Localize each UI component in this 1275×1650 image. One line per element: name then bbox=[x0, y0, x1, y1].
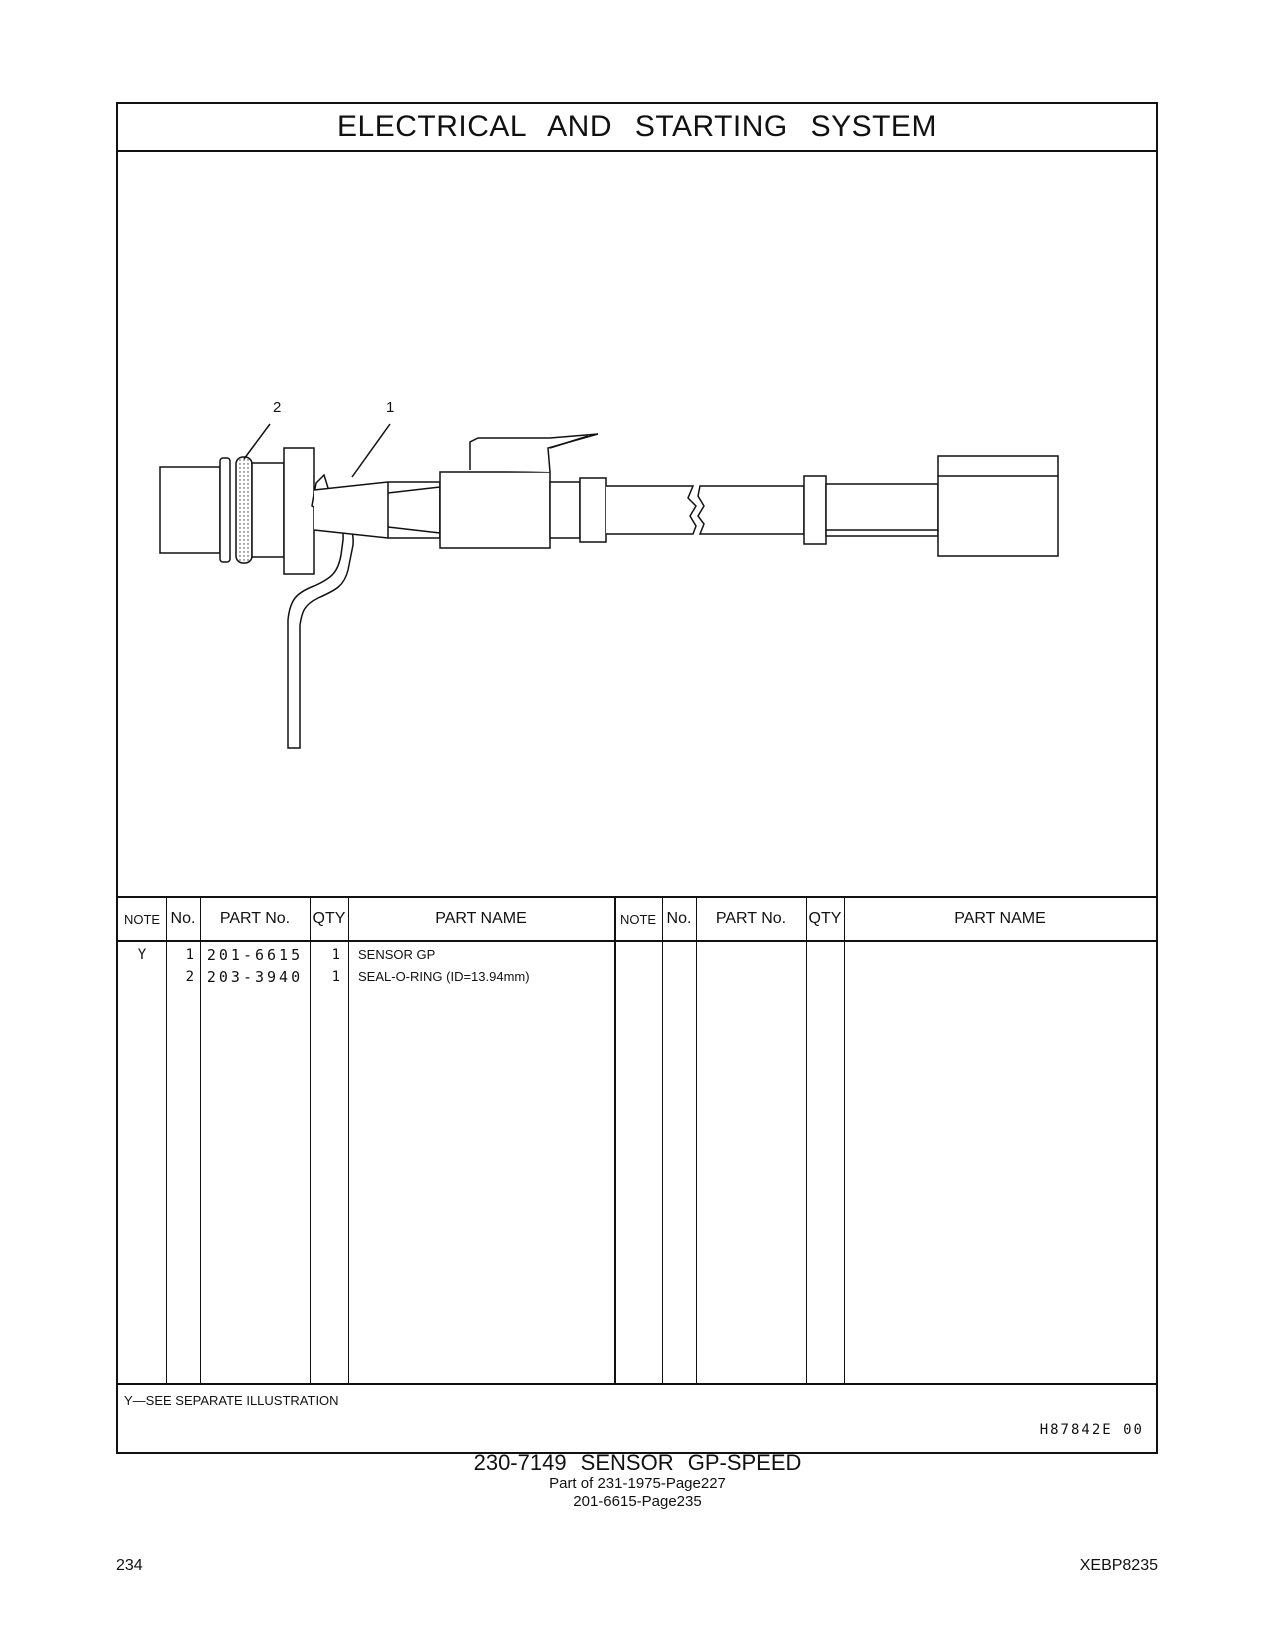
parts-illustration bbox=[118, 150, 1156, 896]
assembly-reference-1: Part of 231-1975-Page227 bbox=[549, 1475, 726, 1492]
table-row bbox=[118, 966, 1156, 988]
row-quantity: 1 bbox=[331, 947, 340, 963]
header-part-name: PART NAME bbox=[435, 910, 527, 927]
header-part-no: PART No. bbox=[219, 910, 291, 927]
section-title: ELECTRICAL AND STARTING SYSTEM bbox=[118, 104, 1156, 152]
row-part-name: SEAL-O-RING (ID=13.94mm) bbox=[358, 969, 530, 984]
header-no-right: No. bbox=[666, 910, 692, 927]
page-number: 234 bbox=[116, 1557, 143, 1574]
callout-1: 1 bbox=[386, 399, 395, 416]
parts-table-body bbox=[118, 942, 1156, 1383]
header-note: NOTE bbox=[123, 911, 161, 927]
row-note bbox=[118, 966, 166, 988]
row-quantity: 1 bbox=[331, 969, 340, 985]
assembly-reference-2: 201-6615-Page235 bbox=[573, 1493, 702, 1510]
row-part-number: 201-6615 bbox=[206, 946, 304, 964]
end-connector-shape bbox=[938, 456, 1058, 556]
callout-2: 2 bbox=[273, 399, 282, 416]
flange-shape bbox=[284, 448, 314, 574]
row-part-number: 203-3940 bbox=[206, 968, 304, 986]
parts-page-frame bbox=[116, 102, 1158, 1454]
illustration-code: H87842E 00 bbox=[1039, 1422, 1144, 1438]
header-part-name-right: PART NAME bbox=[954, 910, 1046, 927]
row-item-number: 2 bbox=[185, 969, 194, 985]
footnote: Y—SEE SEPARATE ILLUSTRATION bbox=[124, 1393, 339, 1408]
row-item-number: 1 bbox=[185, 947, 194, 963]
parts-table-header bbox=[118, 896, 1156, 942]
sensor-tip bbox=[160, 467, 220, 553]
table-row bbox=[118, 944, 1156, 966]
assembly-title: 230-7149 SENSOR GP-SPEED bbox=[473, 1450, 802, 1475]
o-ring-shape bbox=[236, 457, 252, 563]
header-part-no-right: PART No. bbox=[715, 910, 787, 927]
header-no: No. bbox=[170, 910, 196, 927]
row-note: Y bbox=[137, 947, 147, 963]
row-part-name: SENSOR GP bbox=[358, 947, 436, 962]
document-id: XEBP8235 bbox=[1079, 1557, 1158, 1574]
header-qty: QTY bbox=[312, 910, 346, 927]
sensor-drawing bbox=[118, 150, 1156, 896]
header-note-right: NOTE bbox=[619, 911, 657, 927]
header-qty-right: QTY bbox=[808, 910, 842, 927]
table-footer bbox=[118, 1383, 1156, 1452]
